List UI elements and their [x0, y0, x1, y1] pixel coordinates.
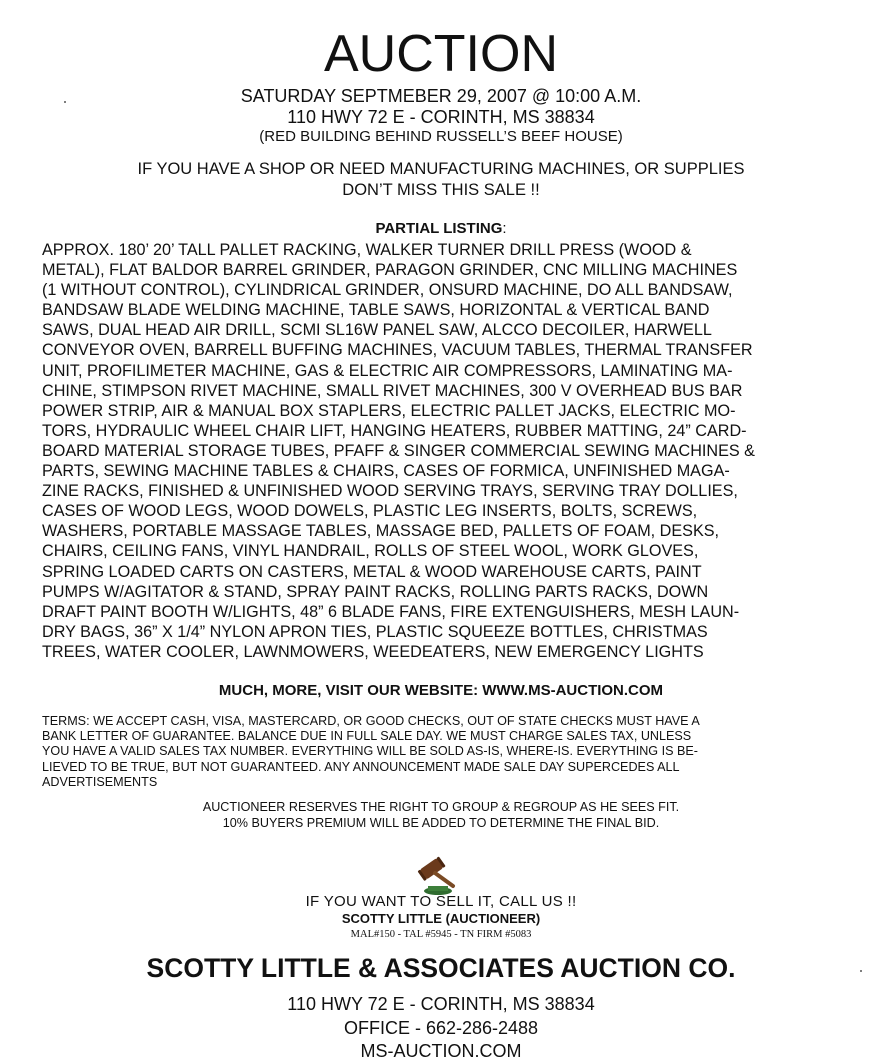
listing-line: DRAFT PAINT BOOTH W/LIGHTS, 48” 6 BLADE FANS, FIRE EXTENGUISHERS, MESH LAUN-	[42, 602, 740, 621]
terms-line: TERMS: WE ACCEPT CASH, VISA, MASTERCARD, OR GOOD CHECKS, OUT OF STATE CHECKS MUST HAVE A	[42, 714, 700, 728]
terms-block	[42, 714, 832, 790]
listing-line: PARTS, SEWING MACHINE TABLES & CHAIRS, CASES OF FORMICA, UNFINISHED MAGA-	[42, 462, 730, 481]
listing-line: POWER STRIP, AIR & MANUAL BOX STAPLERS, ELECTRIC PALLET JACKS, ELECTRIC MO-	[42, 401, 736, 420]
listing-line: UNIT, PROFILIMETER MACHINE, GAS & ELECTRIC AIR COMPRESSORS, LAMINATING MA-	[42, 361, 733, 380]
website-line: MUCH, MORE, VISIT OUR WEBSITE: WWW.MS-AUCTION.COM	[218, 682, 664, 699]
listing-line: ZINE RACKS, FINISHED & UNFINISHED WOOD SERVING TRAYS, SERVING TRAY DOLLIES,	[42, 482, 738, 501]
listing-line: DRY BAGS, 36” X 1/4” NYLON APRON TIES, PLASTIC SQUEEZE BOTTLES, CHRISTMAS	[42, 622, 708, 641]
listing-line: WASHERS, PORTABLE MASSAGE TABLES, MASSAGE BED, PALLETS OF FOAM, DESKS,	[42, 522, 720, 541]
gavel-icon	[415, 853, 459, 897]
partial-listing-label: PARTIAL LISTING	[375, 220, 503, 237]
listing-line: CONVEYOR OVEN, BARRELL BUFFING MACHINES, VACUUM TABLES, THERMAL TRANSFER	[42, 341, 753, 360]
listing-line: BOARD MATERIAL STORAGE TUBES, PFAFF & SINGER COMMERCIAL SEWING MACHINES &	[42, 441, 755, 460]
listing-line: SPRING LOADED CARTS ON CASTERS, METAL & WOOD WAREHOUSE CARTS, PAINT	[42, 562, 702, 581]
terms-line: LIEVED TO BE TRUE, BUT NOT GUARANTEED. ANY ANNOUNCEMENT MADE SALE DAY SUPERCEDES ALL	[42, 759, 680, 774]
company-name: SCOTTY LITTLE & ASSOCIATES AUCTION CO.	[146, 953, 736, 983]
intro-line-2: DON’T MISS THIS SALE !!	[342, 181, 540, 199]
listing-line: PUMPS W/AGITATOR & STAND, SPRAY PAINT RACKS, ROLLING PARTS RACKS, DOWN	[42, 582, 709, 601]
auctioneer-licenses: MAL#150 - TAL #5945 - TN FIRM #5083	[350, 929, 532, 940]
listing-line: (1 WITHOUT CONTROL), CYLINDRICAL GRINDER, ONSURD MACHINE, DO ALL BANDSAW,	[42, 281, 733, 300]
intro-line-1: IF YOU HAVE A SHOP OR NEED MANUFACTURING MACHINES, OR SUPPLIES	[137, 160, 745, 178]
listing-line: BANDSAW BLADE WELDING MACHINE, TABLE SAWS, HORIZONTAL & VERTICAL BAND	[42, 301, 710, 320]
terms-line: YOU HAVE A VALID SALES TAX NUMBER. EVERYTHING WILL BE SOLD AS-IS, WHERE-IS. EVERYTHING IS BE-	[42, 744, 698, 759]
auction-date: SATURDAY SEPTMEBER 29, 2007 @ 10:00 A.M.	[240, 86, 642, 106]
sell-line: IF YOU WANT TO SELL IT, CALL US !!	[305, 893, 577, 910]
terms-reserves: AUCTIONEER RESERVES THE RIGHT TO GROUP & REGROUP AS HE SEES FIT.	[202, 800, 680, 814]
listing-line: METAL), FLAT BALDOR BARREL GRINDER, PARAGON GRINDER, CNC MILLING MACHINES	[42, 261, 738, 280]
company-office-phone: OFFICE - 662-286-2488	[343, 1018, 539, 1038]
partial-listing-colon: :	[502, 220, 507, 237]
listing-line: TORS, HYDRAULIC WHEEL CHAIR LIFT, HANGING HEATERS, RUBBER MATTING, 24” CARD-	[42, 421, 747, 440]
listing-line: TREES, WATER COOLER, LAWNMOWERS, WEEDEATERS, NEW EMERGENCY LIGHTS	[42, 642, 704, 661]
company-website: MS-AUCTION.COM	[360, 1041, 522, 1061]
terms-line: ADVERTISEMENTS	[42, 774, 158, 789]
company-address: 110 HWY 72 E - CORINTH, MS 38834	[287, 994, 595, 1014]
scan-speck	[64, 101, 66, 103]
listing-line: CASES OF WOOD LEGS, WOOD DOWELS, PLASTIC LEG INSERTS, BOLTS, SCREWS,	[42, 502, 698, 521]
auction-address: 110 HWY 72 E - CORINTH, MS 38834	[287, 107, 595, 127]
location-note: (RED BUILDING BEHIND RUSSELL’S BEEF HOUSE)	[259, 128, 623, 145]
partial-listing-heading	[0, 219, 882, 239]
listing-line: SAWS, DUAL HEAD AIR DRILL, SCMI SL16W PANEL SAW, ALCCO DECOILER, HARWELL	[42, 321, 712, 340]
listing-line: CHAIRS, CEILING FANS, VINYL HANDRAIL, ROLLS OF STEEL WOOL, WORK GLOVES,	[42, 542, 699, 561]
listing-line: APPROX. 180’ 20’ TALL PALLET RACKING, WALKER TURNER DRILL PRESS (WOOD &	[42, 241, 692, 259]
scan-speck	[860, 970, 862, 972]
terms-line: BANK LETTER OF GUARANTEE. BALANCE DUE IN FULL SALE DAY. WE MUST CHARGE SALES TAX, UNLESS	[42, 729, 692, 744]
terms-premium: 10% BUYERS PREMIUM WILL BE ADDED TO DETERMINE THE FINAL BID.	[222, 816, 660, 830]
auction-title: AUCTION	[324, 25, 558, 83]
partial-listing	[42, 240, 832, 662]
listing-line: CHINE, STIMPSON RIVET MACHINE, SMALL RIVET MACHINES, 300 V OVERHEAD BUS BAR	[42, 381, 743, 400]
auctioneer-name: SCOTTY LITTLE (AUCTIONEER)	[341, 911, 541, 926]
